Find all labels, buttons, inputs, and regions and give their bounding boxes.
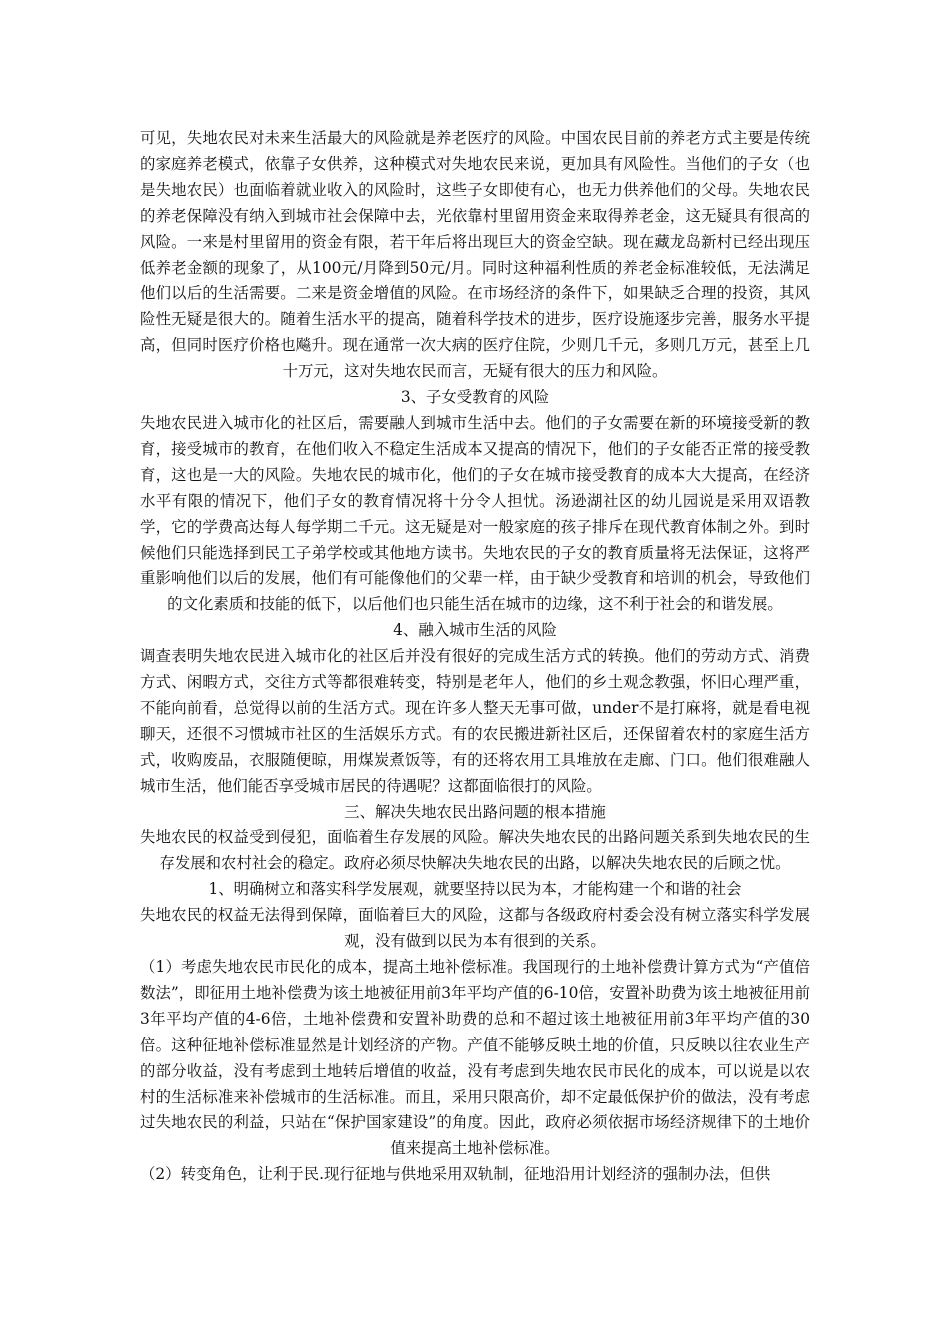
section-heading: 4、融入城市生活的风险 xyxy=(393,621,557,640)
body-paragraph: （1）考虑失地农民市民化的成本，提高土地补偿标准。我国现行的土地补偿费计算方式为“产值倍数法”，即征用土地补偿费为该土地被征用前3年平均产值的6-10倍，安置补助费为该土地被征用前3年平均产值的4-6倍，土地补偿费和安置补助费的总和不超过该土地被征用前3年平均产值的30倍。这种征地补偿标准显然是计划经济的产物。产值不能够反映土地的价值，只反映以往农业生产的部分收益，没有考虑到土地转后增值的收益，没有考虑到失地农民市民化的成本，可以说是以农村的生活标准来补偿城市的生活标准。而且，采用只限高价，却不定最低保护价的做法，没有考虑过失地农民的利益，只站在“保护国家建设”的角度。因此，政府必须依据市场经济规律下的土地价值来提高土地补偿标准。 xyxy=(140,958,810,1158)
section-heading: 1、明确树立和落实科学发展观，就要坚持以民为本，才能构建一个和谐的社会 xyxy=(208,880,742,899)
section-heading: 三、解决失地农民出路问题的根本措施 xyxy=(344,802,606,821)
document-page xyxy=(140,126,810,1188)
body-paragraph: （2）转变角色，让利于民.现行征地与供地采用双轨制，征地沿用计划经济的强制办法，但供 xyxy=(140,1165,771,1184)
body-paragraph: 失地农民进入城市化的社区后，需要融人到城市生活中去。他们的子女需要在新的环境接受新的教育，接受城市的教育，在他们收入不稳定生活成本又提高的情况下，他们的子女能否正常的接受教育，这也是一大的风险。失地农民的城市化，他们的子女在城市接受教育的成本大大提高，在经济水平有限的情况下，他们子女的教育情况将十分令人担忧。汤逊湖社区的幼儿园说是采用双语教学，它的学费高达每人每学期二千元。这无疑是对一般家庭的孩子排斥在现代教育体制之外。到时候他们只能选择到民工子弟学校或其他地方读书。失地农民的子女的教育质量将无法保证，这将严重影响他们以后的发展，他们有可能像他们的父辈一样，由于缺少受教育和培训的机会，导致他们的文化素质和技能的低下，以后他们也只能生活在城市的边缘，这不利于社会的和谐发展。 xyxy=(140,413,810,614)
body-paragraph: 调查表明失地农民进入城市化的社区后并没有很好的完成生活方式的转换。他们的劳动方式、消费方式、闲暇方式，交往方式等都很难转变，特别是老年人，他们的乡土观念教强，怀旧心理严重，不能向前看，总觉得以前的生活方式。现在许多人整天无事可做，under不是打麻将，就是看电视聊天，还很不习惯城市社区的生活娱乐方式。有的农民搬进新社区后，还保留着农村的家庭生活方式，收购废品，衣服随便晾，用煤炭煮饭等，有的还将农用工具堆放在走廊、门口。他们很难融人城市生活，他们能否享受城市居民的待遇呢？这都面临很打的风险。 xyxy=(140,647,810,795)
body-paragraph: 可见，失地农民对未来生活最大的风险就是养老医疗的风险。中国农民目前的养老方式主要是传统的家庭养老模式，依靠子女供养，这种模式对失地农民来说，更加具有风险性。当他们的子女（也是失地农民）也面临着就业收入的风险时，这些子女即使有心，也无力供养他们的父母。失地农民的养老保障没有纳入到城市社会保障中去，光依靠村里留用资金来取得养老金，这无疑具有很高的风险。一来是村里留用的资金有限，若干年后将出现巨大的资金空缺。现在藏龙岛新村已经出现压低养老金额的现象了，从100元/月降到50元/月。同时这种福利性质的养老金标准较低，无法满足他们以后的生活需要。二来是资金增值的风险。在市场经济的条件下，如果缺乏合理的投资，其风险性无疑是很大的。随着生活水平的提高，随着科学技术的进步，医疗设施逐步完善，服务水平提高，但同时医疗价格也飚升。现在通常一次大病的医疗住院，少则几千元，多则几万元，甚至上几十万元，这对失地农民而言，无疑有很大的压力和风险。 xyxy=(140,129,810,381)
body-paragraph: 失地农民的权益受到侵犯，面临着生存发展的风险。解决失地农民的出路问题关系到失地农民的生存发展和农村社会的稳定。政府必须尽快解决失地农民的出路，以解决失地农民的后顾之忧。 xyxy=(140,828,810,873)
body-paragraph: 失地农民的权益无法得到保障，面临着巨大的风险，这都与各级政府村委会没有树立落实科学发展观，没有做到以民为本有很到的关系。 xyxy=(140,906,810,951)
section-heading: 3、子女受教育的风险 xyxy=(400,388,550,407)
